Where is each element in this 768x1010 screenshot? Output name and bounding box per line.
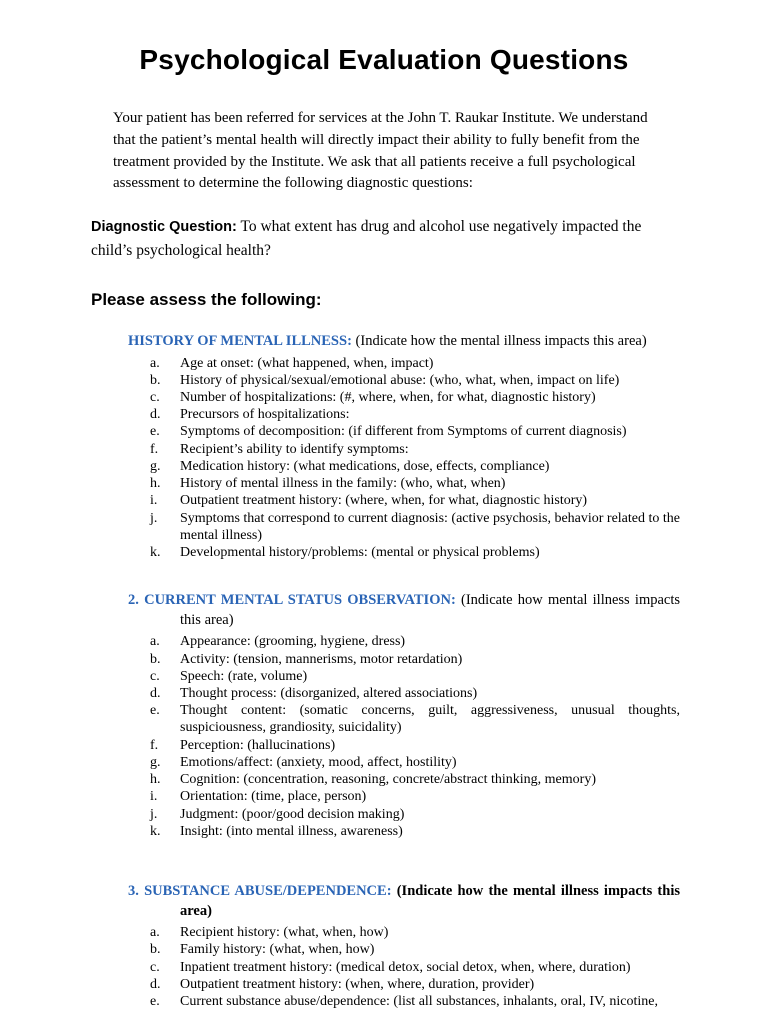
section-title: SUBSTANCE ABUSE/DEPENDENCE: xyxy=(144,882,397,899)
assess-heading: Please assess the following: xyxy=(91,290,322,309)
item-text: Orientation: (time, place, person) xyxy=(180,789,367,805)
item-text: Symptoms of decomposition: (if different from Symptoms of current diagnosis) xyxy=(180,424,627,440)
list-item xyxy=(128,737,680,754)
item-letter: j. xyxy=(150,510,158,526)
list-item xyxy=(128,993,680,1010)
list-item xyxy=(128,492,680,509)
item-letter: i. xyxy=(150,493,158,509)
list-item xyxy=(128,475,680,492)
item-letter: g. xyxy=(150,458,161,474)
list-item xyxy=(128,389,680,406)
item-letter: j. xyxy=(150,806,158,822)
item-letter: h. xyxy=(150,476,161,492)
item-letter: c. xyxy=(150,390,160,405)
list-item xyxy=(128,788,680,805)
list-item xyxy=(128,423,680,440)
item-text: Family history: (what, when, how) xyxy=(180,942,375,958)
list-item xyxy=(128,771,680,788)
intro-paragraph: Your patient has been referred for services at the John T. Raukar Institute. We understand that the patient’s mental health will directly impact their ability to fully benefit from the treatment provided by the Institute. We ask that all patients receive a full psychological assessment to determine the following diagnostic questions: xyxy=(113,110,648,192)
item-letter: c. xyxy=(150,959,160,975)
section-note: (Indicate how the mental illness impacts this area) xyxy=(180,882,680,919)
item-text: Current substance abuse/dependence: (list all substances, inhalants, oral, IV, nicotine, xyxy=(180,993,658,1009)
item-text: Age at onset: (what happened, when, impact) xyxy=(180,355,434,371)
item-letter: b. xyxy=(150,651,161,667)
list-item xyxy=(128,959,680,976)
item-text: Thought content: (somatic concerns, guilt, aggressiveness, unusual thoughts, suspiciousness, grandiosity, suicidality) xyxy=(180,703,680,736)
list-item xyxy=(128,702,680,736)
item-text: History of physical/sexual/emotional abuse: (who, what, when, impact on life) xyxy=(180,372,620,388)
item-letter: e. xyxy=(150,993,160,1009)
section xyxy=(128,882,680,1010)
item-text: Perception: (hallucinations) xyxy=(180,737,336,753)
item-text: Inpatient treatment history: (medical detox, social detox, when, where, duration) xyxy=(180,959,631,975)
section-title: HISTORY OF MENTAL ILLNESS: xyxy=(128,333,356,349)
diagnostic-text: To what extent has drug and alcohol use negatively impacted the child’s psychological health? xyxy=(91,218,642,259)
item-text: Speech: (rate, volume) xyxy=(180,668,308,684)
list-item xyxy=(128,441,680,458)
item-letter: b. xyxy=(150,372,161,388)
list-item xyxy=(128,924,680,941)
section-heading xyxy=(128,882,680,921)
item-letter: k. xyxy=(150,823,161,839)
list-item xyxy=(128,355,680,372)
list-item xyxy=(128,651,680,668)
item-letter: a. xyxy=(150,634,160,650)
item-text: Outpatient treatment history: (when, where, duration, provider) xyxy=(180,976,535,992)
list-item xyxy=(128,458,680,475)
diagnostic-question xyxy=(91,215,678,262)
section-title: CURRENT MENTAL STATUS OBSERVATION: xyxy=(144,592,462,609)
section-number: 3. xyxy=(128,882,145,899)
item-letter: a. xyxy=(150,925,160,941)
item-letter: a. xyxy=(150,355,160,371)
item-letter: f. xyxy=(150,737,159,753)
item-text: Appearance: (grooming, hygiene, dress) xyxy=(180,634,406,650)
list-item xyxy=(128,685,680,702)
item-letter: d. xyxy=(150,685,161,701)
item-letter: d. xyxy=(150,407,161,423)
list-item xyxy=(128,806,680,823)
list-item xyxy=(128,976,680,993)
section-heading xyxy=(128,591,680,630)
section xyxy=(128,332,680,561)
item-text: Precursors of hospitalizations: xyxy=(180,407,350,423)
item-text: Recipient’s ability to identify symptoms: xyxy=(180,441,409,457)
item-text: Cognition: (concentration, reasoning, concrete/abstract thinking, memory) xyxy=(180,772,596,788)
list-item xyxy=(128,668,680,685)
item-letter: e. xyxy=(150,703,160,719)
item-text: Emotions/affect: (anxiety, mood, affect, hostility) xyxy=(180,754,457,770)
list-item xyxy=(128,372,680,389)
item-letter: g. xyxy=(150,754,161,770)
list-item xyxy=(128,941,680,958)
item-letter: f. xyxy=(150,441,159,457)
section-heading xyxy=(128,332,680,352)
list-item xyxy=(128,633,680,650)
item-text: History of mental illness in the family: (who, what, when) xyxy=(180,476,506,492)
item-text: Activity: (tension, mannerisms, motor retardation) xyxy=(180,651,463,667)
item-letter: i. xyxy=(150,789,158,805)
item-text: Recipient history: (what, when, how) xyxy=(180,925,389,941)
section-note: (Indicate how the mental illness impacts this area) xyxy=(355,333,647,349)
item-text: Thought process: (disorganized, altered associations) xyxy=(180,685,478,701)
section-note: (Indicate how mental illness impacts this area) xyxy=(180,592,681,628)
item-text: Developmental history/problems: (mental or physical problems) xyxy=(180,544,540,560)
list-item xyxy=(128,823,680,840)
sections xyxy=(128,332,680,1010)
item-text: Symptoms that correspond to current diagnosis: (active psychosis, behavior related to the mental illness) xyxy=(180,510,680,543)
list-item xyxy=(128,544,680,561)
section-number: 2. xyxy=(128,592,145,609)
item-letter: k. xyxy=(150,544,161,560)
diagnostic-label: Diagnostic Question: xyxy=(91,219,237,235)
item-letter: c. xyxy=(150,668,160,684)
page-title: Psychological Evaluation Questions xyxy=(139,44,629,75)
item-text: Judgment: (poor/good decision making) xyxy=(180,806,405,822)
item-letter: d. xyxy=(150,976,161,992)
list-item xyxy=(128,754,680,771)
section xyxy=(128,591,680,840)
list-item xyxy=(128,510,680,544)
item-text: Number of hospitalizations: (#, where, when, for what, diagnostic history) xyxy=(180,390,596,405)
item-text: Outpatient treatment history: (where, when, for what, diagnostic history) xyxy=(180,493,588,509)
list-item xyxy=(128,406,680,423)
item-letter: h. xyxy=(150,772,161,788)
item-text: Medication history: (what medications, dose, effects, compliance) xyxy=(180,458,550,474)
item-letter: b. xyxy=(150,942,161,958)
item-text: Insight: (into mental illness, awareness) xyxy=(180,823,403,839)
item-letter: e. xyxy=(150,424,160,440)
